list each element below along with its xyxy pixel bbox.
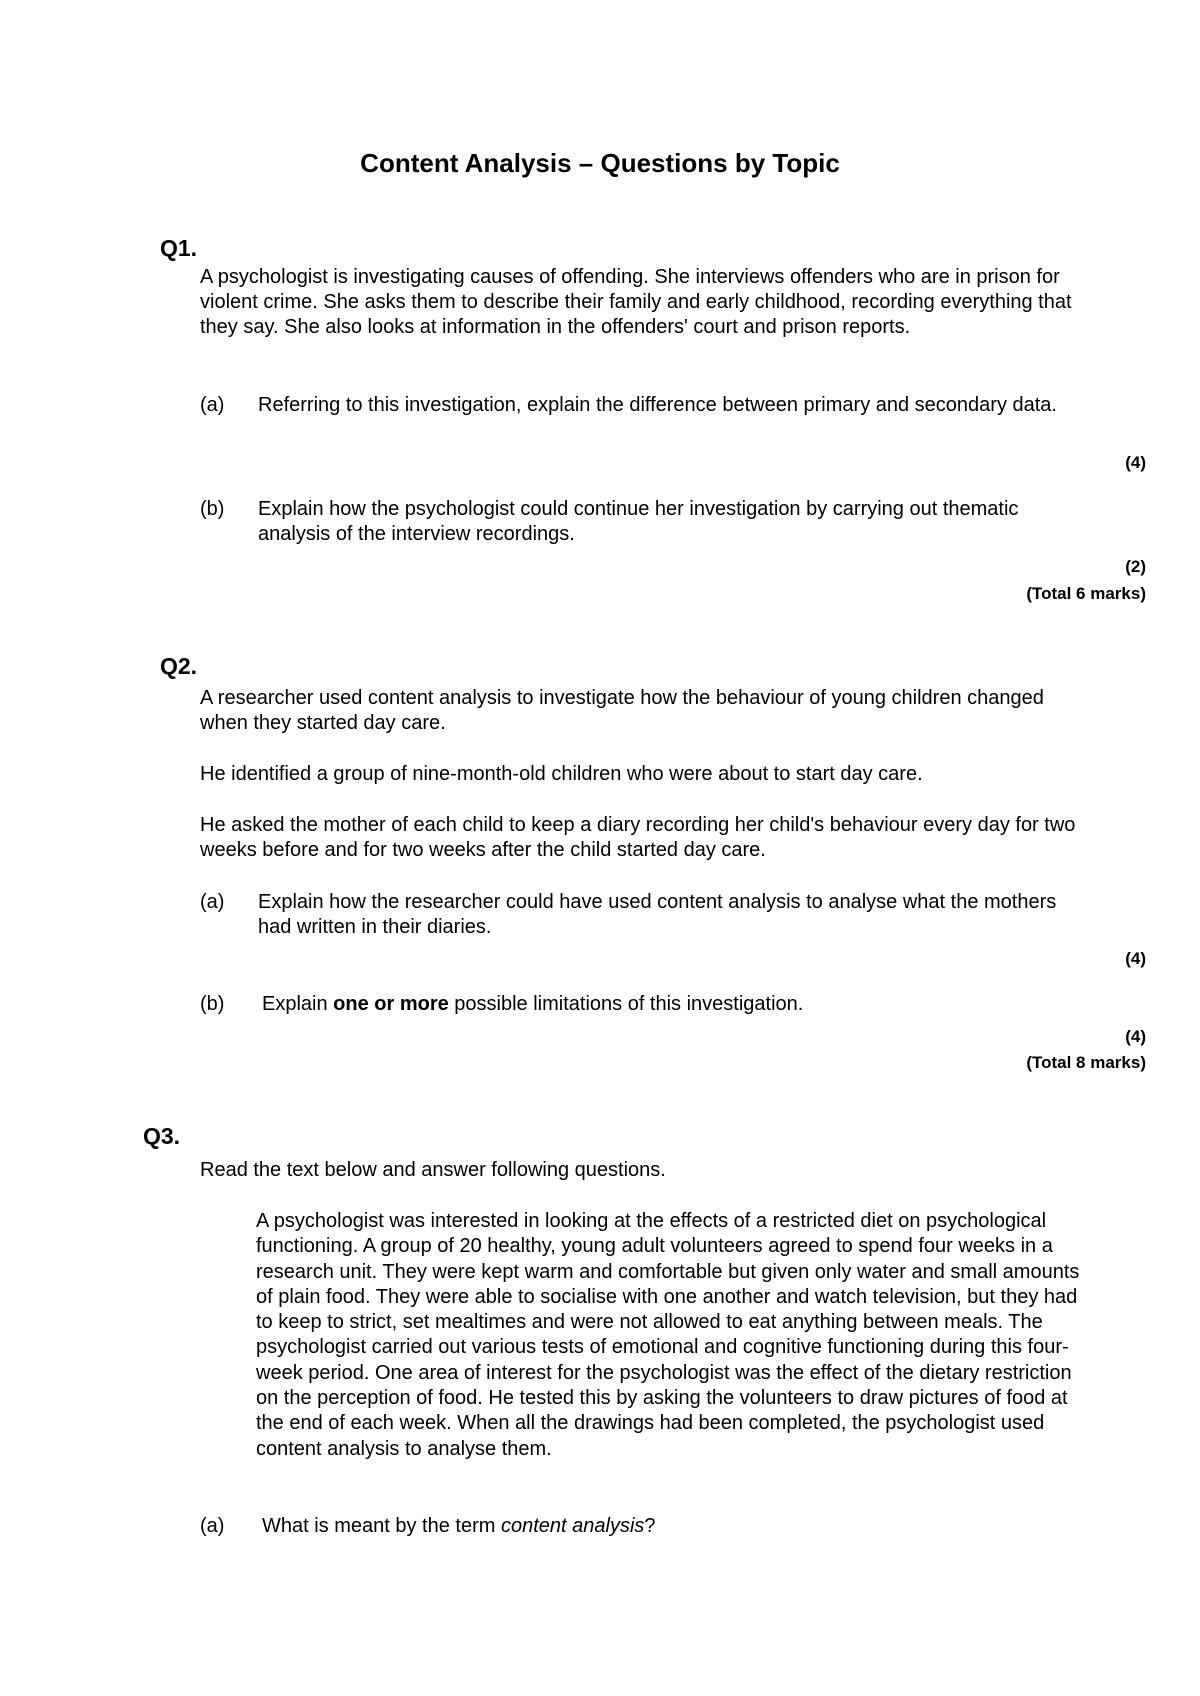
q2-intro-3: He asked the mother of each child to keep a diary recording her child's behaviour every day for two weeks before and for two weeks after the child started day care. bbox=[200, 814, 1076, 861]
q2-part-b-text-2: possible limitations of this investigation. bbox=[448, 993, 804, 1015]
q2-part-b-text bbox=[262, 992, 1082, 1017]
q2-part-b-text-1: Explain bbox=[262, 993, 334, 1015]
q1-part-a-label: (a) bbox=[200, 394, 225, 416]
q3-part-a-term: content analysis bbox=[500, 1515, 645, 1537]
q2-part-b-marks: (4) bbox=[1125, 1027, 1146, 1046]
q2-part-b-label: (b) bbox=[200, 993, 225, 1015]
q2-intro-1: A researcher used content analysis to investigate how the behaviour of young children changed when they started day care. bbox=[200, 687, 1044, 734]
q3-part-a-text bbox=[262, 1514, 1082, 1539]
q2-part-b-emphasis: one or more bbox=[333, 993, 449, 1015]
q3-passage: A psychologist was interested in looking at the effects of a restricted diet on psychological functioning. A group of 20 healthy, young adult volunteers agreed to spend four weeks in a research unit. They were kept warm and comfortable but given only water and small amounts of plain food. They were able to socialise with one another and watch television, but they had to keep to strict, set mealtimes and were not allowed to eat anything between meals. The psychologist carried out various tests of emotional and cognitive functioning during this four-week period. One area of interest for the psychologist was the effect of the dietary restriction on the perception of food. He tested this by asking the volunteers to draw pictures of food at the end of each week. When all the drawings had been completed, the psychologist used content analysis to analyse them. bbox=[256, 1210, 1080, 1460]
q2-part-a-marks: (4) bbox=[1125, 949, 1146, 968]
q1-part-b-text: Explain how the psychologist could continue her investigation by carrying out thematic analysis of the interview recordings. bbox=[258, 498, 1019, 545]
q3-part-a-text-2: ? bbox=[644, 1515, 656, 1537]
page-title: Content Analysis – Questions by Topic bbox=[360, 148, 840, 178]
q3-part-a-label: (a) bbox=[200, 1515, 225, 1537]
q2-total-marks: (Total 8 marks) bbox=[1026, 1053, 1146, 1072]
q2-part-a-label: (a) bbox=[200, 891, 225, 913]
q1-total-marks: (Total 6 marks) bbox=[1026, 584, 1146, 603]
question-number-q2: Q2. bbox=[160, 653, 198, 679]
question-number-q3: Q3. bbox=[143, 1123, 181, 1149]
q3-intro: Read the text below and answer following questions. bbox=[200, 1159, 666, 1181]
q2-part-a-text: Explain how the researcher could have used content analysis to analyse what the mothers had written in their diaries. bbox=[258, 891, 1057, 938]
q3-part-a-text-1: What is meant by the term bbox=[262, 1515, 501, 1537]
q1-part-a-text: Referring to this investigation, explain the difference between primary and secondary data. bbox=[258, 394, 1057, 416]
q1-part-a-marks: (4) bbox=[1125, 453, 1146, 472]
q1-part-b-marks: (2) bbox=[1125, 557, 1146, 576]
q2-intro-2: He identified a group of nine-month-old children who were about to start day care. bbox=[200, 763, 923, 785]
question-number-q1: Q1. bbox=[160, 235, 198, 261]
q1-part-b-label: (b) bbox=[200, 498, 225, 520]
q1-intro: A psychologist is investigating causes of offending. She interviews offenders who are in prison for violent crime. She asks them to describe their family and early childhood, recording everything that they say. She also looks at information in the offenders' court and prison reports. bbox=[200, 266, 1072, 338]
